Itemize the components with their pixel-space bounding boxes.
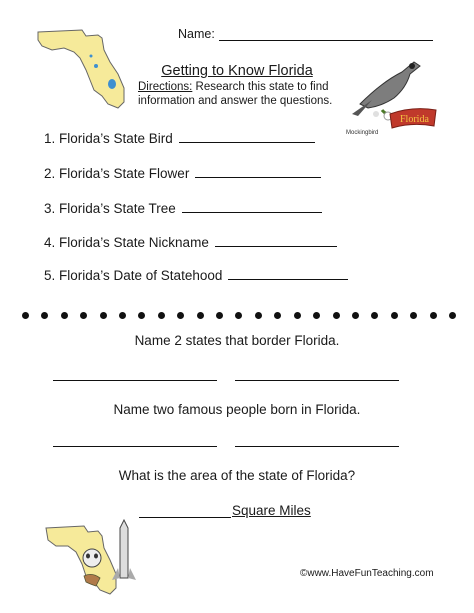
border-state-line-2[interactable] — [235, 380, 399, 381]
florida-map-icon — [36, 26, 138, 110]
border-states-prompt: Name 2 states that border Florida. — [134, 333, 340, 348]
mockingbird-illustration — [342, 52, 438, 138]
question-label: 1. Florida’s State Bird — [44, 131, 173, 146]
area-question: What is the area of the state of Florida? — [118, 468, 356, 483]
answer-line[interactable] — [215, 235, 337, 247]
footer-credit: ©www.HaveFunTeaching.com — [300, 568, 434, 579]
florida-banner-text: Florida — [400, 114, 429, 125]
famous-person-line-1[interactable] — [53, 446, 217, 447]
question-5 — [44, 268, 348, 283]
question-label: 2. Florida’s State Flower — [44, 166, 190, 181]
directions-text — [138, 80, 348, 108]
bird-caption: Mockingbird — [346, 130, 379, 136]
answer-line[interactable] — [195, 166, 321, 178]
famous-people-prompt: Name two famous people born in Florida. — [113, 402, 361, 417]
florida-landmarks-illustration — [44, 518, 156, 598]
directions-label: Directions: — [138, 81, 193, 93]
dotted-divider — [22, 312, 456, 319]
question-label: 3. Florida’s State Tree — [44, 201, 176, 216]
question-1 — [44, 131, 315, 146]
name-answer-line[interactable] — [219, 40, 433, 41]
question-label: 5. Florida’s Date of Statehood — [44, 268, 223, 283]
directions-body: Research this state to find information and answer the questions. — [138, 81, 333, 107]
answer-line[interactable] — [228, 268, 348, 280]
question-label: 4. Florida’s State Nickname — [44, 235, 209, 250]
answer-line[interactable] — [182, 201, 322, 213]
worksheet-title: Getting to Know Florida — [161, 63, 313, 79]
question-2 — [44, 166, 321, 181]
question-4 — [44, 235, 337, 250]
square-miles-label: Square Miles — [232, 503, 311, 518]
name-label: Name: — [178, 27, 215, 41]
answer-line[interactable] — [179, 131, 315, 143]
border-state-line-1[interactable] — [53, 380, 217, 381]
question-3 — [44, 201, 322, 216]
famous-person-line-2[interactable] — [235, 446, 399, 447]
